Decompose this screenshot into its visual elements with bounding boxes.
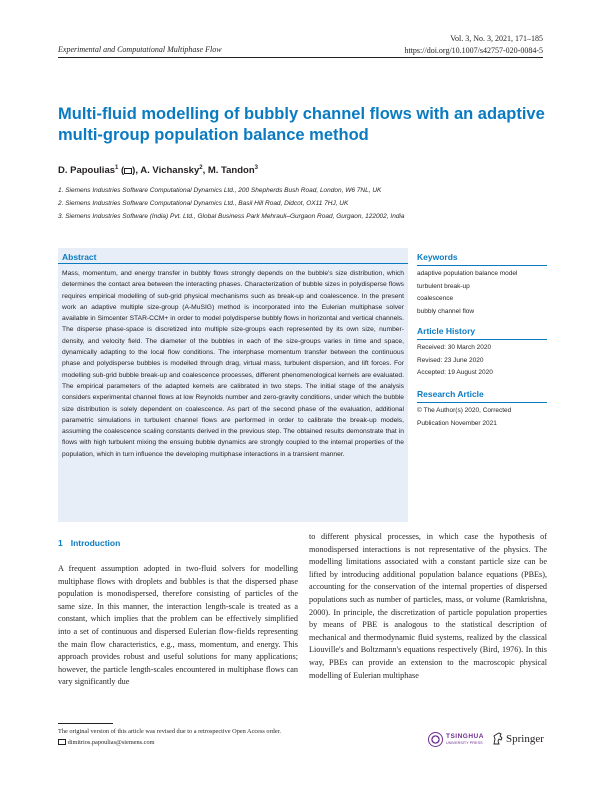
received-date: Received: 30 March 2020	[417, 344, 492, 351]
keyword-item: coalescence	[417, 295, 454, 302]
footnote-divider	[58, 723, 113, 724]
section-title: Introduction	[70, 538, 121, 548]
springer-logo	[492, 732, 544, 745]
email-icon[interactable]	[124, 168, 132, 174]
springer-horse-icon	[492, 732, 504, 745]
body-paragraph: A frequent assumption adopted in two-fluid solvers for modelling multiphase flows with droplets and bubbles is that the dispersed phase population is monodispersed, therefore consisting of particles of the same size. In this manner, the interaction length-scale is treated as a constant, which implies that the problem can be effectively simplified into a set of continuous and dispersed Eulerian flow-fields representing the main flow characteristics, e.g., mass, momentum, and energy. This approach provides robust and useful solutions for many applications; however, the particle length-scales encountered in multiphase flows can vary significantly due	[58, 564, 298, 687]
abstract-heading: Abstract	[62, 252, 97, 262]
author-list: D. Papoulias$^1$ ( ), A. Vichansky$^2$, M. Tandon$^3$	[58, 165, 258, 177]
publication-line: Publication November 2021	[417, 419, 497, 427]
research-article-section	[417, 389, 547, 430]
body-column-left	[58, 563, 298, 689]
copyright-line: © The Author(s) 2020, Corrected	[417, 407, 512, 414]
article-history-section	[417, 326, 547, 380]
tsinghua-subtitle: UNIVERSITY PRESS	[446, 740, 483, 745]
section-heading-introduction	[58, 538, 120, 548]
footnote-revision: The original version of this article was revised due to a retrospective Open Access order.	[58, 728, 281, 735]
keyword-item: bubbly channel flow	[417, 307, 475, 315]
history-heading: Article History	[417, 326, 547, 340]
research-heading: Research Article	[417, 389, 547, 403]
affiliation-3: 3. Siemens Industries Software (India) Pvt. Ltd., Global Business Park Mehrauli–Gurgaon Road, Gurgaon, 122002, India	[58, 213, 405, 220]
springer-wordmark: Springer	[506, 732, 544, 745]
tsinghua-wordmark: TSINGHUA	[446, 732, 484, 740]
header-divider	[58, 57, 543, 58]
keyword-item: adaptive population balance model	[417, 270, 518, 277]
affiliation-1: 1. Siemens Industries Software Computational Dynamics Ltd., 200 Shepherds Bush Road, London, W6 7NL, UK	[58, 187, 382, 194]
keywords-section	[417, 252, 547, 318]
email-link[interactable]: dimitrios.papoulias@siemens.com	[67, 739, 155, 746]
affiliation-marker: 1	[115, 165, 119, 171]
tsinghua-seal-icon	[428, 732, 443, 747]
keyword-item: turbulent break-up	[417, 282, 470, 290]
revised-date: Revised: 23 June 2020	[417, 356, 484, 364]
body-column-right	[309, 531, 547, 682]
author-name: M. Tandon	[207, 165, 255, 177]
abstract-divider	[58, 263, 408, 264]
footnote-email	[58, 739, 155, 746]
affiliation-marker: 3	[254, 165, 258, 171]
keywords-heading: Keywords	[417, 252, 547, 266]
affiliation-marker: 2	[199, 165, 203, 171]
accepted-date: Accepted: 19 August 2020	[417, 369, 493, 376]
tsinghua-logo	[428, 732, 484, 747]
affiliation-2: 2. Siemens Industries Software Computational Dynamics Ltd., Basil Hill Road, Didcot, OX11 7HJ, UK	[58, 200, 349, 207]
volume-line: Vol. 3, No. 3, 2021, 171–185	[450, 34, 543, 43]
author-name: A. Vichansky	[140, 165, 200, 177]
body-paragraph: to different physical processes, in which case the hypothesis of monodispersed interactions is not representative of the physics. The modelling limitations associated with a constant particle size can be lifted by introducing additional population balance equations (PBEs), accounting for the conservation of the internal properties of dispersed populations such as number of particles, mass, or volume (Ramkrishna, 2000). In principle, the discretization of particle population properties by means of PBE is analogous to the statistical description of mechanical and thermodynamic fluid systems, realized by the classical Liouville's and Boltzmann's equations respectively (Bird, 1976). In this way, PBEs can provide an extension to the macroscopic physical modelling of Eulerian multiphase	[309, 532, 547, 680]
article-title: Multi-fluid modelling of bubbly channel flows with an adaptive multi-group population balance method	[58, 105, 545, 144]
header-citation	[404, 33, 543, 56]
abstract-text: Mass, momentum, and energy transfer in bubbly flows strongly depends on the bubble's size distribution, which determines the contact area between the interacting phases. Characterization of bubble sizes in polydisperse flows requires empirical modelling of sub-grid physical mechanisms such as break-up and coalescence. In the present work an adaptive multiple size-group (A-MuSIG) method is incorporated into the Eulerian multiphase solver available in Simcenter STAR-CCM+ in order to model polydisperse bubbly flows in horizontal and vertical channels. The disperse phase-space is discretized into multiple size-groups each represented by its own size, number-density, and velocity field. The diameter of the bubbles in each of the size-groups varies in time and space, dynamically adapting to the local flow conditions. The interphase momentum transfer between the continuous phase and polydisperse bubbles is modelled through drag, virtual mass, turbulent dispersion, and lift forces. For modelling sub-grid bubble break-up and coalescence processes, different phenomenological kernels are evaluated. The empirical parameters of the adapted kernels are calibrated in two steps. The initial stage of the analysis considers experimental channel flows at low Reynolds number and zero-gravity conditions, under which the bubble size distribution is solely dependent on coalescence. As part of the second phase of the evaluation, additional parametric simulations in turbulent channel flows are performed in order to calibrate the break-up models, assuming the coalescence scaling constants derived in the previous step. The obtained results demonstrate that in flows with high turbulent mixing the ensuing bubble dynamics are strongly coupled to the internal properties of the population, which in turn influence the developing multiphase interactions in a transient manner.	[62, 270, 404, 458]
section-number: 1	[58, 538, 63, 548]
doi-link[interactable]: https://doi.org/10.1007/s42757-020-0084-5	[404, 45, 543, 55]
author-name: D. Papoulias	[58, 165, 116, 177]
journal-name: Experimental and Computational Multiphase Flow	[58, 45, 222, 54]
email-icon	[58, 739, 66, 745]
